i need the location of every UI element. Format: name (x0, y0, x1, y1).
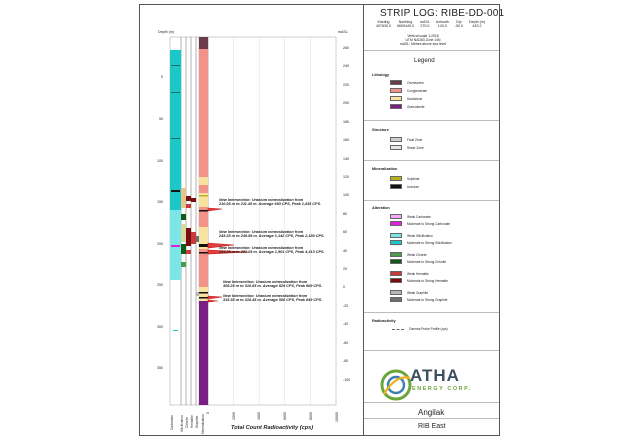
legend-label: Moderate to Strong Carbonate (407, 221, 451, 226)
field-value: 443.2 (472, 24, 482, 29)
intersection-annotation (223, 280, 322, 289)
swatch-weak-graphite (390, 290, 402, 295)
track-label-carbonate: Carbonate (170, 415, 174, 430)
swatch-overburden (390, 80, 402, 85)
masl-tick: 140 (343, 157, 349, 161)
swatch-sandstone (390, 96, 402, 101)
depth-axis-title: Depth (m) (158, 30, 174, 34)
annotation-line: 210.05 m to 211.45 m. Average 693 CPS, Peak 1,435 CPS. (219, 202, 322, 207)
note-projection: UTM NAD83 Zone 14N (405, 38, 441, 42)
field-value: 270.0 (420, 24, 430, 29)
legend-section-alteration: Alteration (372, 206, 390, 210)
field-name: Easting (377, 20, 390, 24)
annotation-line: New Intersection: Uranium mineralization from (223, 280, 308, 284)
legend-label: Fault Zone (407, 137, 423, 142)
legend-item (390, 297, 447, 302)
legend-item (390, 259, 446, 264)
field-name: Northing (398, 20, 413, 24)
legend-item (390, 214, 431, 219)
intersection-annotation (219, 198, 321, 207)
legend-label: Moderate to Strong Chlorite (407, 259, 447, 264)
legend-label: Moderate to Strong Hematite (407, 278, 448, 283)
depth-tick: 0 (161, 75, 163, 79)
annotation-line: 245.25 m to 249.95 m. Average 1,142 CPS, Peak 2,180 CPS. (219, 234, 325, 239)
masl-tick: -100 (343, 378, 351, 382)
field-value: 6609449.0 (397, 24, 414, 29)
log-title: STRIP LOG: RIBE-DD-001 (380, 8, 505, 19)
track-label-mineralization: Mineralization (201, 414, 205, 434)
chlorite-track (186, 196, 191, 201)
footer-divider (364, 402, 499, 403)
swatch-granodiorite (390, 104, 402, 109)
annotation-line: 308.25 m to 310.65 m. Average 529 CPS, Peak 969 CPS. (223, 284, 323, 289)
legend-title: Legend (414, 57, 435, 64)
legend-label: Moderate to Strong Silicification (407, 240, 452, 245)
legend-label: Weak Graphite (407, 290, 429, 295)
swatch-weak-silicification (390, 233, 402, 238)
depth-tick: 100 (157, 159, 163, 163)
legend-divider (364, 200, 499, 201)
depth-tick: 300 (157, 325, 163, 329)
legend-label: Sulphide (407, 176, 420, 181)
x-tick: 8000 (309, 412, 313, 420)
project-name: Angilak (418, 408, 445, 417)
legend-item (390, 176, 419, 181)
field-name: mASL (420, 20, 430, 24)
track-label-chlorite: Chlorite (185, 417, 189, 428)
legend-section-radioactivity: Radioactivity (372, 319, 396, 323)
location-name: RIB East (418, 423, 446, 430)
legend-section-structure: Structure (372, 128, 389, 132)
masl-tick: 120 (343, 175, 349, 179)
legend-label: Gamma Probe Profile (cps) (409, 327, 448, 331)
graphite-track (196, 236, 199, 242)
depth-tick: 150 (157, 200, 163, 204)
masl-tick: 60 (343, 230, 347, 234)
legend-item (390, 80, 424, 85)
swatch-conglomerate (390, 88, 402, 93)
swatch-strong-graphite (390, 297, 402, 302)
masl-tick: 80 (343, 212, 347, 216)
swatch-weak-carbonate (390, 214, 402, 219)
legend-label: Weak Silicification (407, 233, 433, 238)
legend-item (390, 184, 419, 189)
legend-item (390, 137, 422, 142)
swatch-shear-zone (390, 145, 402, 150)
lithology-column (199, 37, 208, 49)
legend-label: Conglomerate (407, 88, 428, 93)
annotation-line: 251.05 m to 252.05 m. Average 1,901 CPS, Peak 4,413 CPS. (219, 250, 325, 255)
depth-tick: 200 (157, 242, 163, 246)
masl-tick: -60 (343, 341, 349, 345)
swatch-strong-carbonate (390, 221, 402, 226)
company-name: ATHA (410, 366, 460, 385)
legend-label: Granodiorite (407, 104, 425, 109)
legend-divider (364, 160, 499, 161)
x-tick: 0 (206, 412, 210, 414)
swatch-weak-chlorite (390, 252, 402, 257)
collar-fields (376, 20, 485, 28)
annotation-line: New Intersection: Uranium mineralization from (219, 246, 304, 250)
annotation-line: New Intersection: Uranium mineralization from (223, 294, 308, 298)
legend-label: Weak Hematite (407, 271, 429, 276)
depth-tick: 250 (157, 283, 163, 287)
legend-section-mineralization: Mineralization (372, 167, 398, 171)
masl-tick: 100 (343, 193, 349, 197)
legend-item (390, 252, 427, 257)
field-value: 497830.0 (376, 24, 391, 29)
swatch-weak-hematite (390, 271, 402, 276)
track-label-hematite: Hematite (190, 415, 194, 428)
depth-tick: 50 (159, 117, 163, 121)
legend-divider (364, 50, 499, 51)
field-name: Depth (m) (468, 20, 485, 24)
intersection-annotation (219, 246, 325, 255)
legend-item (390, 240, 452, 245)
legend-label: Moderate to Strong Graphite (407, 297, 448, 302)
x-tick: 2000 (232, 412, 236, 420)
masl-tick: 240 (343, 64, 349, 68)
legend-item (390, 96, 422, 101)
intersection-annotation (219, 230, 325, 239)
gamma-profile-line-sample (392, 329, 404, 330)
masl-tick: -80 (343, 359, 349, 363)
legend-divider (364, 120, 499, 121)
note-scale: Vertical scale 1:2016 (407, 34, 439, 38)
field-name: Azimuth (435, 20, 449, 24)
legend-item (390, 104, 425, 109)
masl-tick: 220 (343, 83, 349, 87)
legend-label: Overburden (407, 80, 424, 85)
note-masl: mASL: Metres above sea level (400, 42, 446, 46)
swatch-sulphide (390, 176, 402, 181)
swatch-fault-zone (390, 137, 402, 142)
legend-item (390, 278, 448, 283)
masl-tick: 160 (343, 138, 349, 142)
field-value: -50.0 (454, 24, 463, 29)
x-axis-title: Total Count Radioactivity (cps) (231, 425, 314, 431)
legend-item (390, 271, 429, 276)
masl-tick: -40 (343, 322, 349, 326)
masl-axis-title: mASL (338, 30, 348, 34)
legend-divider (364, 312, 499, 313)
legend-item (390, 290, 428, 295)
company-tagline: ENERGY CORP. (412, 386, 472, 392)
x-tick: 4000 (257, 412, 261, 420)
legend-label: Shear Zone (407, 145, 424, 150)
masl-tick: 20 (343, 267, 347, 271)
field-value: 143.0 (437, 24, 447, 29)
legend-item (390, 145, 424, 150)
annotation-line: 315.35 m to 316.45 m. Average 506 CPS, Peak 849 CPS. (223, 298, 323, 303)
swatch-strong-silicification (390, 240, 402, 245)
masl-tick: -20 (343, 304, 349, 308)
swatch-uranium (390, 184, 402, 189)
depth-tick: 350 (157, 366, 163, 370)
x-tick: 6000 (283, 412, 287, 420)
carbonate-track (170, 50, 181, 210)
intersection-annotation (223, 294, 322, 303)
masl-tick: 0 (343, 285, 345, 289)
masl-tick: 180 (343, 120, 349, 124)
masl-tick: 200 (343, 101, 349, 105)
field-name: Dip (456, 20, 462, 24)
legend-divider (364, 350, 499, 351)
legend-item (390, 88, 427, 93)
legend-label: Weak Carbonate (407, 214, 431, 219)
legend-label: Sandstone (407, 96, 423, 101)
track-label-graphite: Graphite (195, 415, 199, 428)
annotation-line: New Intersection: Uranium mineralization from (219, 230, 304, 234)
swatch-strong-chlorite (390, 259, 402, 264)
swatch-strong-hematite (390, 278, 402, 283)
x-tick: 10000 (335, 412, 339, 422)
masl-tick: 260 (343, 46, 349, 50)
header-notes (400, 34, 446, 46)
annotation-line: New Intersection: Uranium mineralization from (219, 198, 304, 202)
legend-label: Weak Chlorite (407, 252, 427, 257)
legend-label: Uranium (407, 184, 420, 189)
silicification-track (181, 188, 186, 208)
hematite-track (191, 198, 196, 202)
masl-tick: 40 (343, 249, 347, 253)
track-label-silicification: Silicification (180, 415, 184, 432)
legend-item (390, 221, 450, 226)
footer-divider (364, 418, 499, 419)
legend-section-lithology: Lithology (372, 73, 390, 77)
legend-item (390, 233, 433, 238)
